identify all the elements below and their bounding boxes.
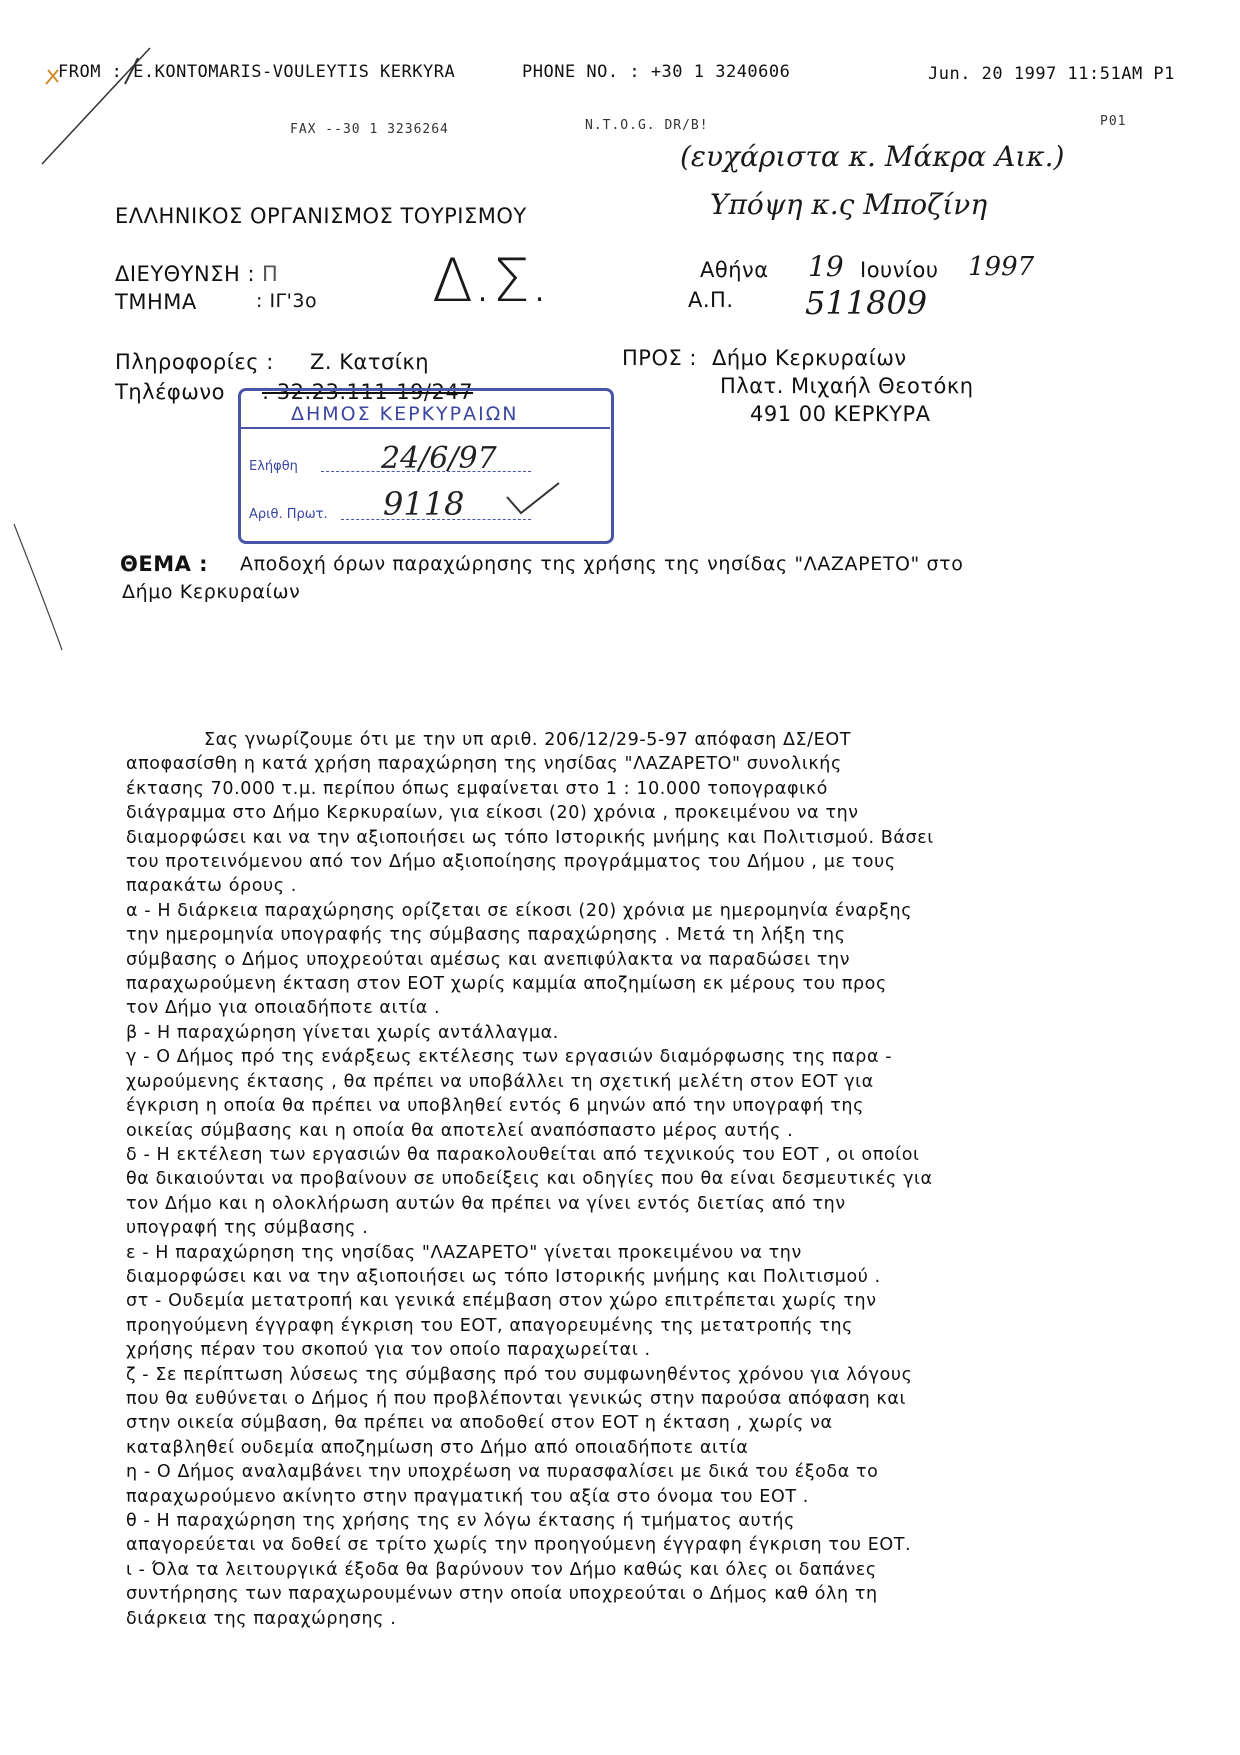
phone-value: : 32.23.111-19/247 <box>262 380 474 404</box>
directorate-label: ΔΙΕΥΘΥΝΣΗ : <box>115 262 256 286</box>
info-value: Ζ. Κατσίκη <box>310 350 430 374</box>
term-item <box>126 1021 1102 1045</box>
intro-line: του προτεινόμενου από τον Δήμο αξιοποίησης προγράμματος του Δήμου , με τους <box>126 852 896 873</box>
term-line: παραχωρούμενη έκταση στον ΕΟΤ χωρίς καμμία αποζημίωση εκ μέρους του προς <box>126 974 887 995</box>
term-line: τον Δήμο και η ολοκλήρωση αυτών θα πρέπει να γίνει εντός διετίας από την <box>126 1193 846 1214</box>
term-item <box>126 1363 1102 1461</box>
term-item <box>126 1558 1102 1631</box>
protocol-label: Α.Π. <box>688 288 734 312</box>
intro-line: Σας γνωρίζουμε ότι με την υπ αριθ. 206/12/29-5-97 απόφαση ΔΣ/ΕΟΤ <box>204 730 851 750</box>
pen-mark-icon <box>30 40 160 170</box>
term-line: δ - Η εκτέλεση των εργασιών θα παρακολουθείται από τεχνικούς του ΕΟΤ , οι οποίοι <box>126 1144 920 1165</box>
letter-body <box>126 728 1102 1631</box>
term-line: ι - Όλα τα λειτουργικά έξοδα θα βαρύνουν τον Δήμο καθώς και όλες οι δαπάνες <box>126 1559 877 1580</box>
term-item <box>126 1241 1102 1290</box>
received-stamp <box>238 388 614 544</box>
term-line: χρήσης πέραν του σκοπού για τον οποίο παραχωρείται . <box>126 1340 651 1361</box>
date-day: 19 <box>808 250 844 283</box>
term-line: ζ - Σε περίπτωση λύσεως της σύμβασης πρό του συμφωνηθέντος χρόνου για λόγους <box>126 1364 913 1385</box>
stamp-received-date: 24/6/97 <box>381 441 497 476</box>
term-line: στ - Ουδεμία μετατροπή και γενικά επέμβαση στον χώρο επιτρέπεται χωρίς την <box>126 1291 877 1312</box>
date-year: 1997 <box>968 252 1035 282</box>
term-line: διάρκεια της παραχώρησης . <box>126 1608 397 1629</box>
fax-page-code: P01 <box>1100 114 1127 129</box>
stamp-received-label: Ελήφθη <box>249 459 298 474</box>
directorate-value: Π <box>262 262 279 286</box>
recipient-line1: Δήμο Κερκυραίων <box>712 346 907 370</box>
term-line: σύμβασης ο Δήμος υποχρεούται αμέσως και ανεπιφύλακτα να παραδώσει την <box>126 949 851 970</box>
term-line: στην οικεία σύμβαση, θα πρέπει να αποδοθεί στον ΕΟΤ η έκταση , χωρίς να <box>126 1413 833 1434</box>
date-month: Ιουνίου <box>860 258 939 282</box>
subject-line2: Δήμο Κερκυραίων <box>122 581 301 603</box>
term-line: θα δικαιούνται να προβαίνουν σε υποδείξεις και οδηγίες που θα είναι δεσμευτικές για <box>126 1169 933 1190</box>
stamp-number-label: Αριθ. Πρωτ. <box>249 507 328 522</box>
handwritten-note-line2: Υπόψη κ.ς Μποζίνη <box>710 188 988 221</box>
term-line: που θα ευθύνεται ο Δήμος ή που προβλέπονται γενικώς στην παρούσα απόφαση και <box>126 1388 906 1409</box>
term-line: α - Η διάρκεια παραχώρησης ορίζεται σε είκοσι (20) χρόνια με ημερομηνία έναρξης <box>126 900 913 921</box>
fax-phone: PHONE NO. : +30 1 3240606 <box>522 62 791 82</box>
term-line: η - Ο Δήμος αναλαμβάνει την υποχρέωση να πυρασφαλίσει με δικά του έξοδα το <box>126 1462 879 1483</box>
phone-label: Τηλέφωνο <box>115 380 225 404</box>
section-value: : ΙΓ'3ο <box>256 290 318 312</box>
fax-datetime: Jun. 20 1997 11:51AM P1 <box>928 64 1175 84</box>
subject-line1: Αποδοχή όρων παραχώρησης της χρήσης της νησίδας "ΛΑΖΑΡΕΤΟ" στο <box>240 553 964 575</box>
fax-dept-code: N.T.O.G. DR/B! <box>585 118 709 133</box>
term-line: τον Δήμο για οποιαδήποτε αιτία . <box>126 998 441 1019</box>
term-item <box>126 899 1102 1021</box>
margin-mark-icon <box>8 520 68 660</box>
term-line: χωρούμενης έκτασης , θα πρέπει να υποβάλλει τη σχετική μελέτη στον ΕΟΤ για <box>126 1071 874 1092</box>
subject-label: ΘΕΜΑ : <box>120 552 209 576</box>
handwritten-initials: Δ.Σ. <box>432 246 550 316</box>
checkmark-icon <box>503 479 563 519</box>
intro-line: παρακάτω όρους . <box>126 876 297 897</box>
fax-from: FROM : E.KONTOMARIS-VOULEYTIS KERKYRA <box>58 62 456 82</box>
term-line: έγκριση η οποία θα πρέπει να υποβληθεί εντός 6 μηνών από την υπογραφή της <box>126 1096 864 1117</box>
term-line: ε - Η παραχώρηση της νησίδας "ΛΑΖΑΡΕΤΟ" γίνεται προκειμένου να την <box>126 1242 802 1263</box>
intro-line: έκτασης 70.000 τ.μ. περίπου όπως εμφαίνεται στο 1 : 10.000 τοπογραφικό <box>126 778 828 799</box>
term-line: καταβληθεί ουδεμία αποζημίωση στο Δήμο από οποιαδήποτε αιτία <box>126 1437 749 1458</box>
info-label: Πληροφορίες : <box>115 350 274 374</box>
intro-line: διάγραμμα στο Δήμο Κερκυραίων, για είκοσι (20) χρόνια , προκειμένου να την <box>126 803 859 824</box>
term-line: προηγούμενη έγγραφη έγκριση του ΕΟΤ, απαγορευμένης της μετατροπής της <box>126 1315 854 1336</box>
handwritten-note-line1: (ευχάριστα κ. Μάκρα Αικ.) <box>680 140 1065 173</box>
term-line: απαγορεύεται να δοθεί σε τρίτο χωρίς την προηγούμενη έγγραφη έγκριση του ΕΟΤ. <box>126 1535 912 1556</box>
term-line: διαμορφώσει και να την αξιοποιήσει ως τόπο Ιστορικής μνήμης και Πολιτισμού . <box>126 1266 881 1287</box>
stamp-title: ΔΗΜΟΣ ΚΕΡΚΥΡΑΙΩΝ <box>291 403 519 425</box>
protocol-number: 511809 <box>805 284 928 322</box>
recipient-line3: 491 00 ΚΕΡΚΥΡΑ <box>750 402 931 426</box>
term-line: παραχωρούμενο ακίνητο στην πραγματική του αξία στο όνομα του ΕΟΤ . <box>126 1486 809 1507</box>
term-line: θ - Η παραχώρηση της χρήσης της εν λόγω έκτασης ή τμήματος αυτής <box>126 1511 795 1531</box>
term-line: την ημερομηνία υπογραφής της σύμβασης παραχώρησης . Μετά τη λήξη της <box>126 925 846 946</box>
term-line: οικείας σύμβασης και η οποία θα αποτελεί αναπόσπαστο μέρος αυτής . <box>126 1120 794 1141</box>
term-item <box>126 1045 1102 1143</box>
organization-name: ΕΛΛΗΝΙΚΟΣ ΟΡΓΑΝΙΣΜΟΣ ΤΟΥΡΙΣΜΟΥ <box>115 204 527 228</box>
term-line: β - Η παραχώρηση γίνεται χωρίς αντάλλαγμα. <box>126 1022 559 1043</box>
term-line: γ - Ο Δήμος πρό της ενάρξεως εκτέλεσης των εργασιών διαμόρφωσης της παρα - <box>126 1047 893 1068</box>
term-item <box>126 1509 1102 1558</box>
term-item <box>126 1460 1102 1509</box>
recipient-line2: Πλατ. Μιχαήλ Θεοτόκη <box>720 374 974 398</box>
intro-line: αποφασίσθη η κατά χρήση παραχώρηση της νησίδας "ΛΑΖΑΡΕΤΟ" συνολικής <box>126 754 842 775</box>
place-label: Αθήνα <box>700 258 769 282</box>
intro-line: διαμορφώσει και να την αξιοποιήσει ως τόπο Ιστορικής μνήμης και Πολιτισμού. Βάσει <box>126 827 934 848</box>
term-item <box>126 1143 1102 1241</box>
term-line: υπογραφή της σύμβασης . <box>126 1218 369 1239</box>
section-label: ΤΜΗΜΑ <box>115 290 197 314</box>
fax-number: FAX --30 1 3236264 <box>290 122 449 137</box>
recipient-label: ΠΡΟΣ : <box>622 346 698 370</box>
term-line: συντήρησης των παραχωρουμένων στην οποία υποχρεούται ο Δήμος καθ όλη τη <box>126 1584 878 1605</box>
term-item <box>126 1289 1102 1362</box>
stamp-number: 9118 <box>383 485 465 523</box>
